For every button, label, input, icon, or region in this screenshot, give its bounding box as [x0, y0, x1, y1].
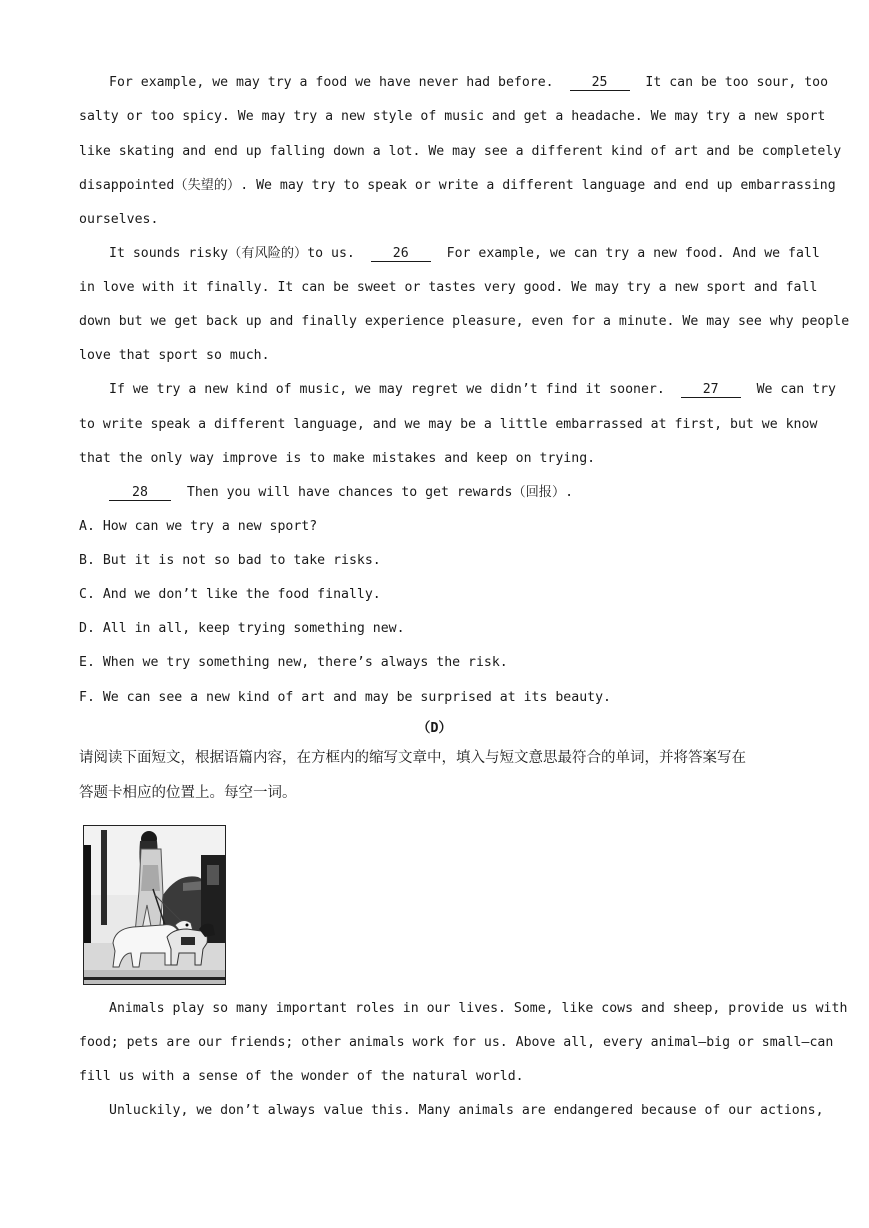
text-span: We can try — [756, 382, 836, 397]
p3-line-1 — [109, 381, 836, 399]
p1-line-1 — [109, 74, 829, 92]
p3-line-3: that the only way improve is to make mistakes and keep on trying. — [79, 451, 596, 466]
d-p1-line-3: fill us with a sense of the wonder of the natural world. — [79, 1069, 524, 1084]
text-span: Then you will have chances to get rewards（回报）. — [186, 485, 574, 500]
p1-line-5: ourselves. — [79, 212, 159, 227]
blank-27[interactable]: 27 — [681, 382, 741, 398]
text-span: For example, we may try a food we have never had before. — [109, 75, 554, 90]
person-walking-guide-dog-photo — [83, 825, 226, 985]
p1-line-4: disappointed（失望的）. We may try to speak or write a different language and end up embarrassing — [79, 178, 836, 193]
p2-line-1 — [109, 245, 820, 263]
p1-line-3: like skating and end up falling down a lot. We may see a different kind of art and be completely — [79, 144, 842, 159]
section-d-heading: （D） — [416, 720, 453, 736]
p4-line-1 — [109, 484, 789, 502]
option-f: F. We can see a new kind of art and may be surprised at its beauty. — [79, 690, 611, 705]
p2-line-2: in love with it finally. It can be sweet or tastes very good. We may try a new sport and fall — [79, 280, 818, 295]
d-p1-line-2: food; pets are our friends; other animals work for us. Above all, every animal—big or small—can — [79, 1035, 834, 1050]
p2-line-3: down but we get back up and finally experience pleasure, even for a minute. We may see why people — [79, 314, 850, 329]
option-a: A. How can we try a new sport? — [79, 519, 318, 534]
blank-28[interactable]: 28 — [109, 485, 171, 501]
d-p2-line-1: Unluckily, we don’t always value this. Many animals are endangered because of our actions, — [109, 1103, 824, 1118]
p1-line-2: salty or too spicy. We may try a new style of music and get a headache. We may try a new sport — [79, 109, 826, 124]
text-span: It can be too sour, too — [645, 75, 829, 90]
text-span: If we try a new kind of music, we may regret we didn’t find it sooner. — [109, 382, 665, 397]
blank-26[interactable]: 26 — [371, 246, 431, 262]
option-b: B. But it is not so bad to take risks. — [79, 553, 381, 568]
option-d: D. All in all, keep trying something new. — [79, 621, 405, 636]
option-e: E. When we try something new, there’s always the risk. — [79, 655, 508, 670]
d-p1-line-1: Animals play so many important roles in our lives. Some, like cows and sheep, provide us with — [109, 1001, 848, 1016]
p2-line-4: love that sport so much. — [79, 348, 270, 363]
text-span: It sounds risky（有风险的）to us. — [109, 246, 355, 261]
instruction-line-2: 答题卡相应的位置上。每空一词。 — [79, 785, 297, 801]
instruction-line-1: 请阅读下面短文，根据语篇内容，在方框内的缩写文章中，填入与短文意思最符合的单词，并将答案写在 — [79, 750, 746, 766]
blank-25[interactable]: 25 — [570, 75, 630, 91]
text-span: For example, we can try a new food. And we fall — [446, 246, 820, 261]
option-c: C. And we don’t like the food finally. — [79, 587, 381, 602]
p3-line-2: to write speak a different language, and we may be a little embarrassed at first, but we know — [79, 417, 818, 432]
